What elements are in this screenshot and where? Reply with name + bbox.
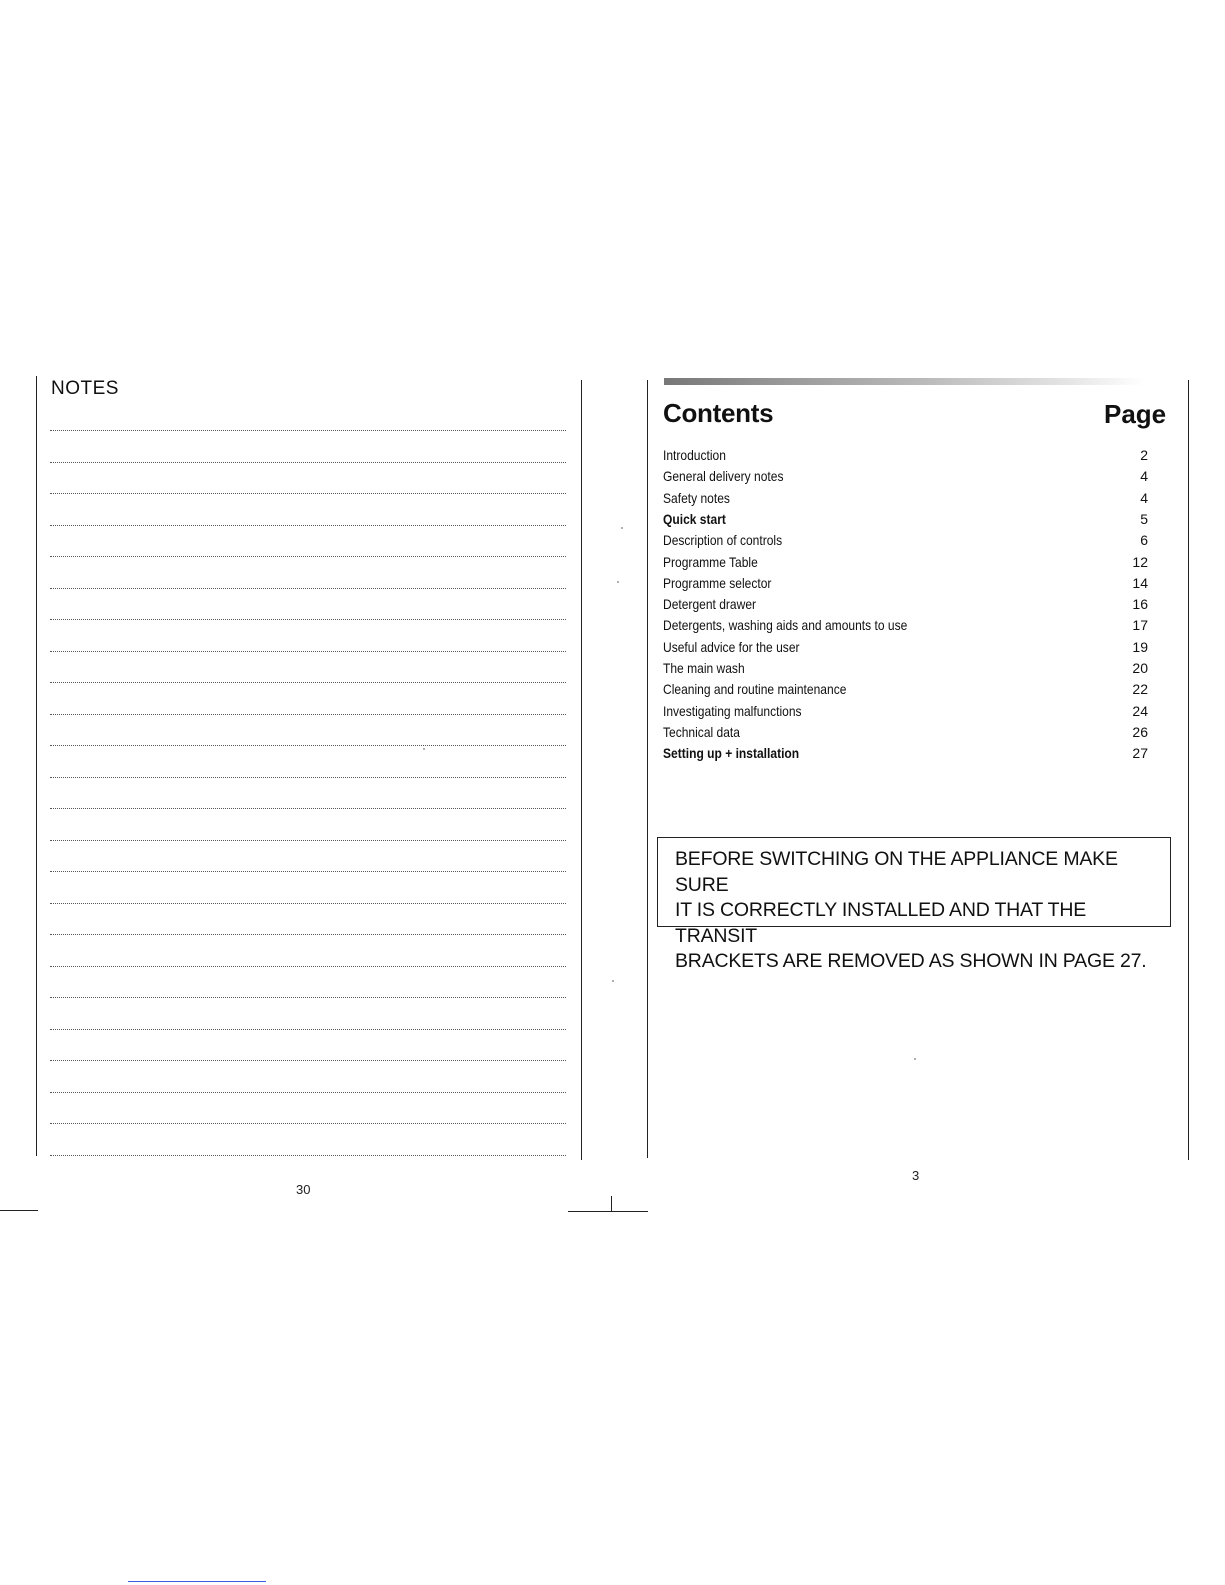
toc-row: [663, 468, 1148, 489]
toc-row: [663, 554, 1148, 575]
notes-line: [50, 934, 566, 935]
toc-label: Programme Table: [663, 553, 758, 570]
crop-mark-center-vertical: [611, 1196, 612, 1212]
toc-row: [663, 575, 1148, 596]
toc-row: [663, 703, 1148, 724]
toc-label: General delivery notes: [663, 468, 784, 485]
toc-page-number: 12: [1132, 553, 1148, 570]
toc-page-number: 2: [1140, 447, 1148, 463]
toc-page-number: 16: [1132, 596, 1148, 613]
toc-page-number: 24: [1132, 702, 1148, 719]
notes-line: [50, 1092, 566, 1093]
toc-row: [663, 617, 1148, 638]
toc-row: [663, 490, 1148, 511]
scan-speck: [612, 980, 614, 982]
notes-line: [50, 871, 566, 872]
notes-line: [50, 808, 566, 809]
notes-line: [50, 997, 566, 998]
toc-label: Setting up + installation: [663, 745, 800, 762]
spine-line-left: [581, 380, 582, 1160]
page-number-right: 3: [912, 1168, 920, 1183]
toc-page-number: 19: [1132, 638, 1148, 655]
toc-row: [663, 681, 1148, 702]
toc-page-number: 14: [1132, 574, 1148, 591]
notes-line: [50, 525, 566, 526]
toc-label: Detergents, washing aids and amounts to use: [663, 617, 908, 634]
toc-label: Cleaning and routine maintenance: [663, 681, 847, 698]
notes-line: [50, 651, 566, 652]
spine-line-right: [647, 380, 648, 1158]
notes-line: [50, 556, 566, 557]
left-page-border: [36, 376, 37, 1156]
toc-row: [663, 724, 1148, 745]
warning-text: BEFORE SWITCHING ON THE APPLIANCE MAKE SURE IT IS CORRECTLY INSTALLED AND THAT THE TRANSIT BRACKETS ARE REMOVED AS SHOWN IN PAGE 27.: [675, 848, 1147, 972]
toc-row: [663, 660, 1148, 681]
notes-line: [50, 462, 566, 463]
toc-page-number: 26: [1132, 723, 1148, 740]
toc-page-number: 6: [1140, 532, 1148, 549]
toc-label: Safety notes: [663, 489, 730, 506]
notes-line: [50, 682, 566, 683]
scan-speck: [423, 748, 425, 750]
notes-line: [50, 588, 566, 589]
notes-line: [50, 1155, 566, 1156]
notes-line: [50, 840, 566, 841]
toc-page-number: 17: [1132, 617, 1148, 634]
notes-line: [50, 430, 566, 431]
notes-line: [50, 777, 566, 778]
toc-row: [663, 596, 1148, 617]
toc-page-number: 27: [1132, 745, 1148, 762]
toc-label: Detergent drawer: [663, 596, 757, 613]
page-number-left: 30: [296, 1182, 311, 1197]
notes-line: [50, 966, 566, 967]
toc-page-number: 20: [1132, 660, 1148, 676]
notes-line: [50, 745, 566, 746]
page-column-heading: Page: [1104, 399, 1167, 429]
scan-speck: [617, 581, 619, 583]
toc-label: Description of controls: [663, 532, 783, 549]
notes-line: [50, 493, 566, 494]
toc-page-number: 4: [1140, 468, 1148, 485]
notes-line: [50, 619, 566, 620]
notes-line: [50, 1029, 566, 1030]
warning-box: [657, 837, 1171, 972]
toc-page-number: 22: [1132, 681, 1148, 698]
toc-label: The main wash: [663, 660, 745, 676]
right-page-border: [1188, 380, 1189, 1160]
header-gradient-bar: [664, 378, 1144, 385]
notes-line: [50, 1060, 566, 1061]
toc-label: Quick start: [663, 510, 726, 527]
toc-page-number: 5: [1140, 510, 1148, 527]
notes-line: [50, 903, 566, 904]
toc-row: [663, 639, 1148, 660]
scan-speck: [621, 527, 623, 529]
notes-title: NOTES: [51, 378, 119, 399]
toc-label: Introduction: [663, 447, 726, 463]
toc-label: Programme selector: [663, 574, 772, 591]
toc-row: [663, 511, 1148, 532]
scan-speck: [914, 1058, 916, 1060]
bottom-edge-line: [128, 1581, 266, 1582]
toc-label: Investigating malfunctions: [663, 702, 802, 719]
toc-row: [663, 745, 1148, 766]
notes-line: [50, 714, 566, 715]
toc-label: Useful advice for the user: [663, 638, 800, 655]
crop-mark-center: [568, 1211, 648, 1212]
crop-mark-left: [0, 1210, 38, 1211]
toc-label: Technical data: [663, 723, 740, 740]
toc-row: [663, 447, 1148, 468]
contents-title: Contents: [663, 398, 774, 428]
toc-row: [663, 532, 1148, 553]
toc-page-number: 4: [1140, 489, 1148, 506]
notes-line: [50, 1123, 566, 1124]
